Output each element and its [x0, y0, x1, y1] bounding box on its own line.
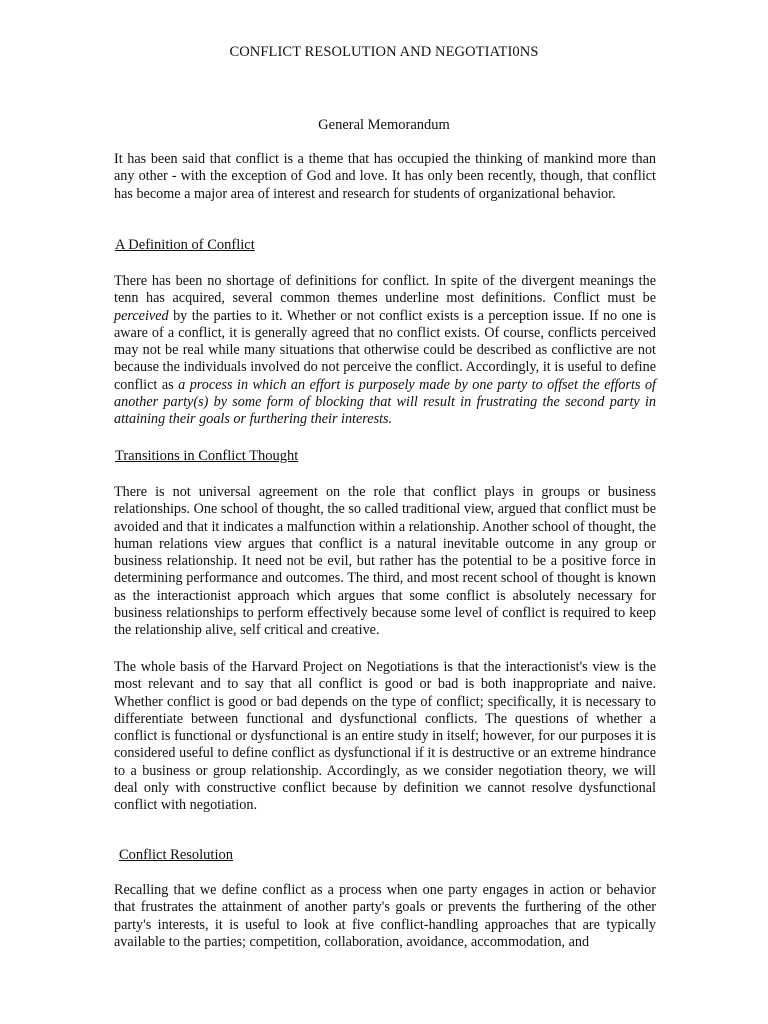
section-heading-definition: A Definition of Conflict — [115, 237, 255, 253]
definition-text-b: by the parties to it. Whether or not conflict exists is a perception issue. If no one is aware of a conflict, it is generally agreed that no conflict exists. Of course, conflicts perceived may not be real while many situations that otherwise could be described as conflictive are not because the individuals involved do not perceive the conflict. Accordingly, it is useful to define conflict as — [114, 307, 656, 393]
document-title: CONFLICT RESOLUTION AND NEGOTIATI0NS — [229, 44, 539, 60]
transitions-paragraph-1: There is not universal agreement on the role that conflict plays in groups or business relationships. One school of thought, the so called traditional view, argued that conflict must be avoided and that it indicates a malfunction within a relationship. Another school of thought, the human relations view argues that conflict is a natural inevitable outcome in any group or business relationship. It need not be evil, but rather has the potential to be a positive force in determining performance and outcomes. The third, and most recent school of thought is known as the interactionist approach which argues that some conflict is absolutely necessary for business relationships to perform effectively because some level of conflict is required to keep the relationship alive, self critical and creative. — [114, 484, 656, 639]
resolution-paragraph-1: Recalling that we define conflict as a process when one party engages in action or behavior that frustrates the attainment of another party's goals or prevents the furthering of the other party's interests, it is useful to look at five conflict-handling approaches that are typically available to the parties; competition, collaboration, avoidance, accommodation, and — [114, 882, 656, 950]
definition-italic-process: a process in which an effort is purposely made by one party to offset the efforts of another party(s) by some form of blocking that will result in frustrating the second party in attaining their goals or furthering their interests. — [114, 376, 656, 428]
definition-italic-perceived: perceived — [114, 307, 169, 324]
definition-paragraph — [114, 273, 656, 429]
section-heading-transitions: Transitions in Conflict Thought — [115, 448, 299, 464]
transitions-paragraph-2: The whole basis of the Harvard Project on Negotiations is that the interactionist's view is the most relevant and to say that all conflict is good or bad is both inappropriate and naive. Whether conflict is good or bad depends on the type of conflict; specifically, it is necessary to differentiate between functional and dysfunctional conflicts. The questions of whether a conflict is functional or dysfunctional is an entire study in itself; however, for our purposes it is considered useful to define conflict as dysfunctional if it is destructive or an extreme hindrance to a business or group relationship. Accordingly, as we consider negotiation theory, we will deal only with constructive conflict because by definition we cannot resolve dysfunctional conflict with negotiation. — [114, 659, 656, 814]
intro-paragraph: It has been said that conflict is a theme that has occupied the thinking of mankind more than any other - with the exception of God and love. It has only been recently, though, that conflict has become a major area of interest and research for students of organizational behavior. — [114, 151, 656, 202]
section-heading-resolution: Conflict Resolution — [119, 847, 233, 863]
document-subtitle: General Memorandum — [318, 117, 450, 133]
definition-text-a: There has been no shortage of definitions for conflict. In spite of the divergent meanings the tenn has acquired, several common themes underline most definitions. Conflict must be — [114, 273, 656, 307]
